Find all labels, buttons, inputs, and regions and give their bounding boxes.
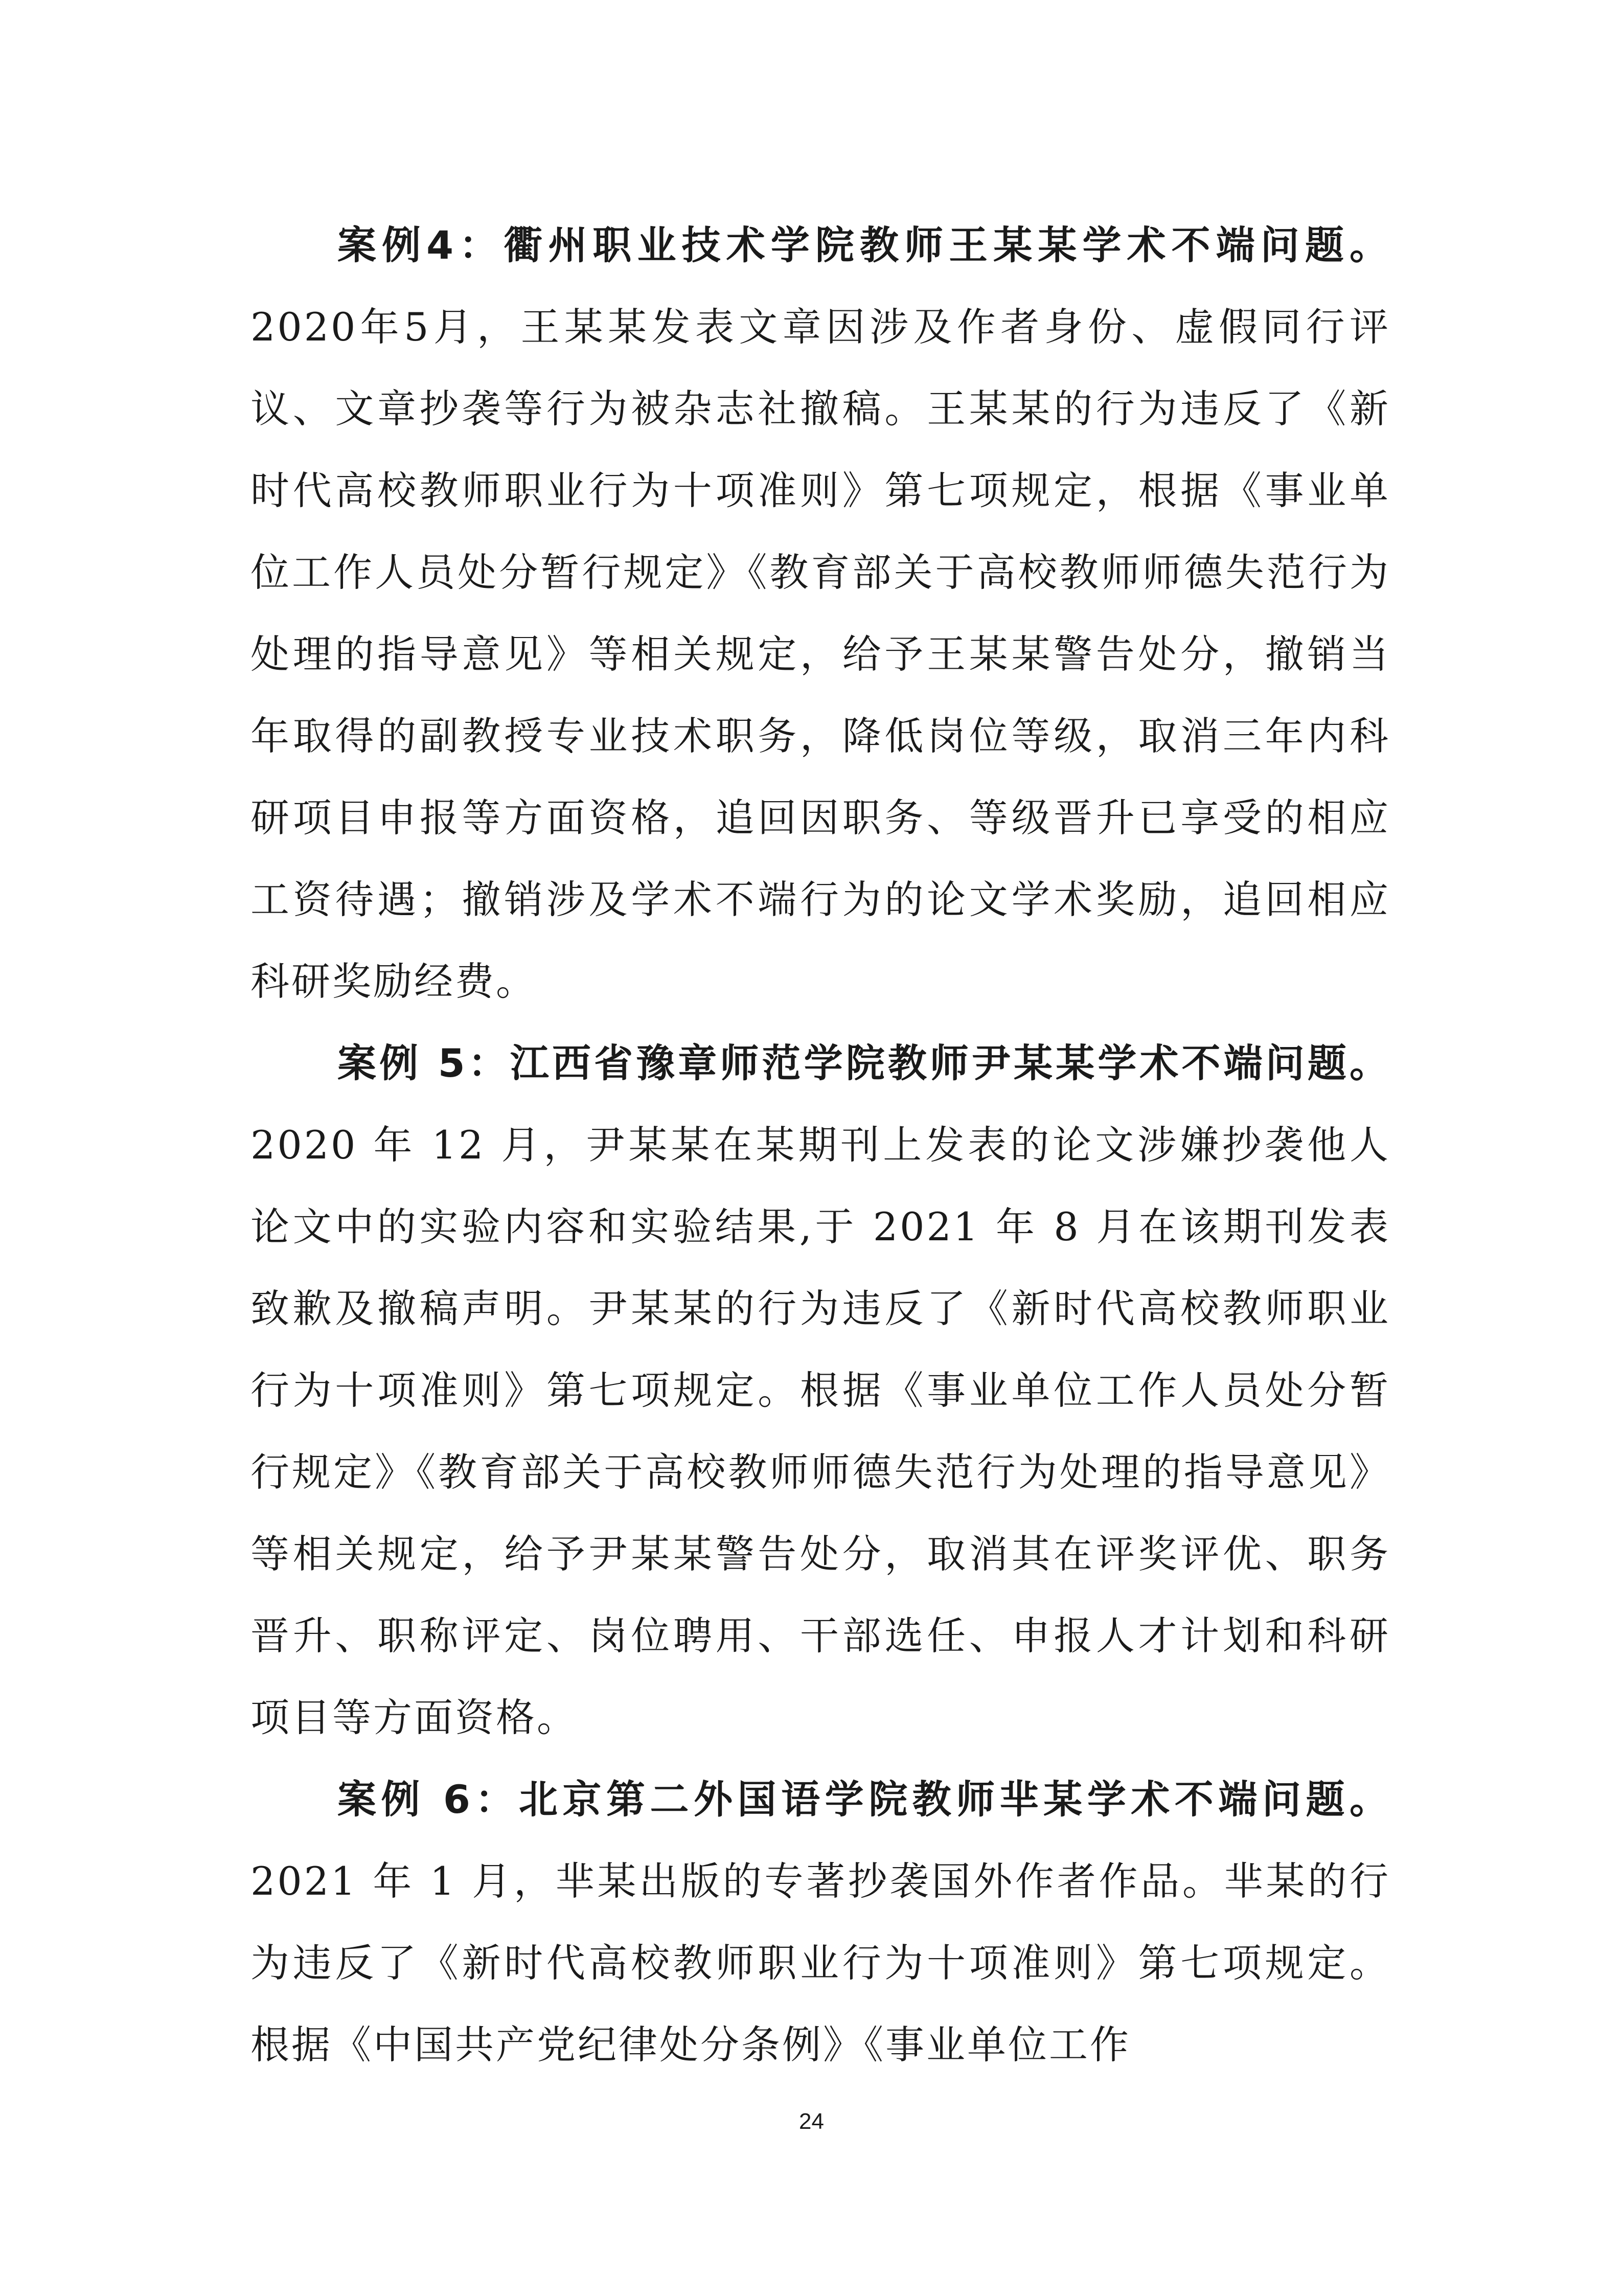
case-4-heading: 案例4：衢州职业技术学院教师王某某学术不端问题。 <box>337 222 1390 268</box>
case-6-body: 2021 年 1 月，芈某出版的专著抄袭国外作者作品。芈某的行为违反了《新时代高校教师职业行为十项准则》第七项规定。根据《中国共产党纪律处分条例》《事业单位工作 <box>250 1858 1390 2067</box>
case-6-heading: 案例 6：北京第二外国语学院教师芈某学术不端问题。 <box>337 1777 1390 1822</box>
case-5-paragraph <box>250 1022 1390 1759</box>
case-6-paragraph <box>250 1759 1390 2086</box>
case-5-body: 2020 年 12 月，尹某某在某期刊上发表的论文涉嫌抄袭他人论文中的实验内容和实验结果,于 2021 年 8 月在该期刊发表致歉及撤稿声明。尹某某的行为违反了《新时代高校教师职业行为十项准则》第七项规定。根据《事业单位工作人员处分暂行规定》《教育部关于高校教师师德失范行为处理的指导意见》等相关规定，给予尹某某警告处分，取消其在评奖评优、职务晋升、职称评定、岗位聘用、干部选任、申报人才计划和科研项目等方面资格。 <box>250 1122 1390 1740</box>
case-4-paragraph <box>250 204 1390 1022</box>
page-number: 24 <box>799 2109 824 2134</box>
case-5-heading: 案例 5：江西省豫章师范学院教师尹某某学术不端问题。 <box>337 1040 1390 1086</box>
page-content <box>250 204 1390 2086</box>
case-4-body: 2020年5月，王某某发表文章因涉及作者身份、虚假同行评议、文章抄袭等行为被杂志社撤稿。王某某的行为违反了《新时代高校教师职业行为十项准则》第七项规定，根据《事业单位工作人员处分暂行规定》《教育部关于高校教师师德失范行为处理的指导意见》等相关规定，给予王某某警告处分，撤销当年取得的副教授专业技术职务，降低岗位等级，取消三年内科研项目申报等方面资格，追回因职务、等级晋升已享受的相应工资待遇；撤销涉及学术不端行为的论文学术奖励，追回相应科研奖励经费。 <box>250 304 1390 1004</box>
